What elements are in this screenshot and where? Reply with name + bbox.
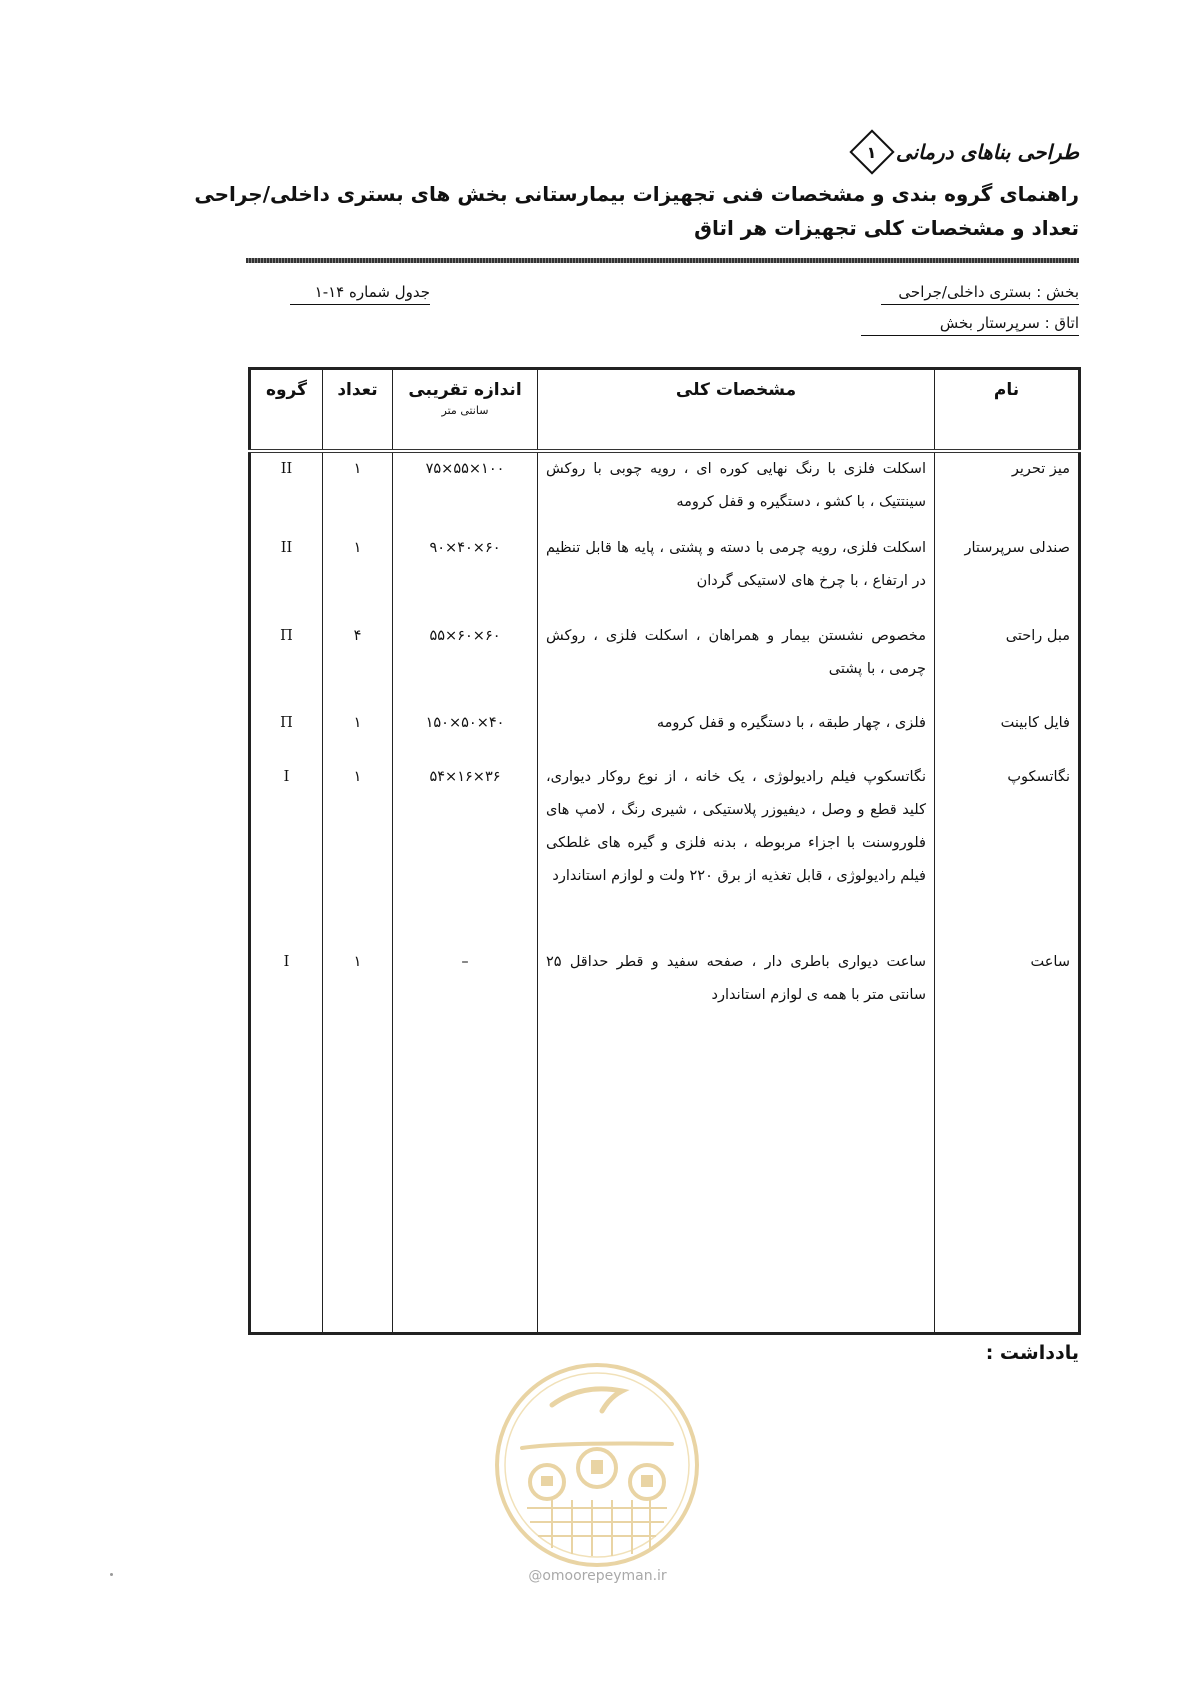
row-group: II — [250, 451, 323, 532]
header-size — [393, 369, 538, 452]
series-title: طراحی بناهای درمانی — [895, 140, 1079, 164]
table-number: جدول شماره ۱۴-۱ — [290, 283, 430, 305]
series-header — [856, 136, 1079, 168]
row-group: I — [250, 946, 323, 1016]
row-size: – — [393, 946, 538, 1016]
header-name: نام — [935, 369, 1080, 452]
row-size: ۴۰×۵۰×۱۵۰ — [393, 707, 538, 761]
series-number-badge — [856, 136, 888, 168]
note-label: یادداشت : — [985, 1342, 1079, 1364]
section-label: بخش : بستری داخلی/جراحی — [881, 283, 1079, 305]
document-subtitle: تعداد و مشخصات کلی تجهیزات هر اتاق — [694, 216, 1079, 240]
row-spec: ساعت دیواری باطری دار ، صفحه سفید و قطر حداقل ۲۵ سانتی متر با همه ی لوازم استاندارد — [538, 946, 935, 1016]
header-group: گروه — [250, 369, 323, 452]
watermark-url: @omoorepeyman.ir — [528, 1568, 667, 1584]
row-spec: اسکلت فلزی با رنگ نهایی کوره ای ، رویه چوبی با روکش سینتتیک ، با کشو ، دستگیره و قفل کرومه — [538, 451, 935, 532]
table-row — [250, 532, 1080, 620]
row-name: ساعت — [935, 946, 1080, 1016]
row-group: I — [250, 761, 323, 946]
table-row — [250, 761, 1080, 946]
row-count: ۱ — [323, 761, 393, 946]
row-size: ۱۰۰×۵۵×۷۵ — [393, 451, 538, 532]
row-name: میز تحریر — [935, 451, 1080, 532]
omoorepeyman-logo-stamp — [492, 1360, 702, 1570]
table-empty-space — [250, 1016, 1080, 1334]
series-number: ۱ — [867, 142, 877, 162]
row-name: فایل کابینت — [935, 707, 1080, 761]
row-name: صندلی سرپرستار — [935, 532, 1080, 620]
row-spec: اسکلت فلزی، رویه چرمی با دسته و پشتی ، پایه ها قابل تنظیم در ارتفاع ، با چرخ های لاستیکی گردان — [538, 532, 935, 620]
row-name: مبل راحتی — [935, 620, 1080, 707]
row-spec: مخصوص نشستن بیمار و همراهان ، اسکلت فلزی ، روکش چرمی ، با پشتی — [538, 620, 935, 707]
row-count: ۱ — [323, 532, 393, 620]
row-count: ۱ — [323, 707, 393, 761]
header-size-unit: سانتی متر — [441, 404, 489, 417]
room-label: اتاق : سرپرستار بخش — [861, 314, 1079, 336]
row-size: ۶۰×۶۰×۵۵ — [393, 620, 538, 707]
table-row — [250, 946, 1080, 1016]
row-group: Π — [250, 707, 323, 761]
row-count: ۴ — [323, 620, 393, 707]
row-group: Π — [250, 620, 323, 707]
header-count: تعداد — [323, 369, 393, 452]
equipment-table — [248, 367, 1081, 1335]
header-size-label: اندازه تقریبی — [408, 380, 522, 400]
row-group: II — [250, 532, 323, 620]
row-size: ۳۶×۱۶×۵۴ — [393, 761, 538, 946]
table-header-row — [250, 369, 1080, 452]
table-row — [250, 707, 1080, 761]
scan-speck — [110, 1573, 113, 1576]
row-count: ۱ — [323, 451, 393, 532]
row-count: ۱ — [323, 946, 393, 1016]
header-spec: مشخصات کلی — [538, 369, 935, 452]
table-row — [250, 451, 1080, 532]
document-title: راهنمای گروه بندی و مشخصات فنی تجهیزات بیمارستانی بخش های بستری داخلی/جراحی — [194, 182, 1079, 206]
row-spec: فلزی ، چهار طبقه ، با دستگیره و قفل کرومه — [538, 707, 935, 761]
row-name: نگاتسکوپ — [935, 761, 1080, 946]
table-row — [250, 620, 1080, 707]
row-size: ۶۰×۴۰×۹۰ — [393, 532, 538, 620]
row-spec: نگاتسکوپ فیلم رادیولوژی ، یک خانه ، از نوع روکار دیواری، کلید قطع و وصل ، دیفیوزر پلاستیکی ، شیری رنگ ، لامپ های فلوروسنت با اجزاء مربوطه ، بدنه فلزی و گیره های غلطکی فیلم رادیولوژی ، قابل تغذیه از برق ۲۲۰ ولت و لوازم استاندارد — [538, 761, 935, 946]
header-divider — [246, 258, 1079, 263]
